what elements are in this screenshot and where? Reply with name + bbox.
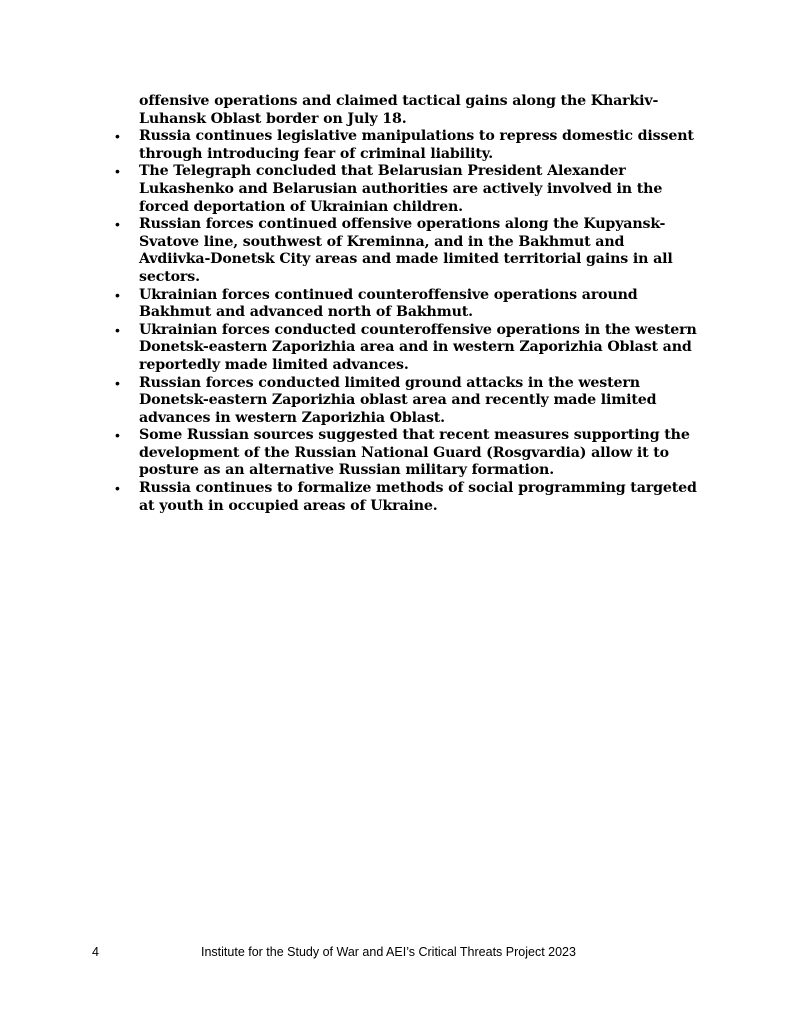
bullet-dot-icon: • [115,216,120,233]
bullet-item-6 [115,374,699,428]
bullet-dot-icon: • [115,321,120,338]
bullet-item-5 [115,321,699,375]
bullet-text-8: Russia continues to formalize methods of social programming targeted at youth in occupied areas of Ukraine. [139,480,697,514]
key-takeaways-content [115,93,699,515]
bullet-text-1: Russia continues legislative manipulations to repress domestic dissent through introducing fear of criminal liability. [139,128,694,162]
bullet-text-5: Ukrainian forces conducted counteroffensive operations in the western Donetsk-eastern Zaporizhia area and in western Zaporizhia Oblast and reportedly made limited advances. [139,321,697,373]
bullet-text-4: Ukrainian forces continued counteroffensive operations around Bakhmut and advanced north of Bakhmut. [139,286,638,321]
bullet-item-8 [115,480,699,515]
bullet-text-7: Some Russian sources suggested that recent measures supporting the development of the Russian National Guard (Rosgvardia) allow it to posture as an alternative Russian military formation. [139,427,690,479]
bullet-dot-icon: • [115,480,120,497]
bullet-dot-icon: • [115,374,120,391]
bullet-dot-icon: • [115,427,120,444]
bullet-text-6: Russian forces conducted limited ground attacks in the western Donetsk-eastern Zaporizhia oblast area and recently made limited advances in western Zaporizhia Oblast. [139,374,657,426]
bullet-item-4 [115,286,699,322]
footer-text: Institute for the Study of War and AEI’s Critical Threats Project 2023 [201,945,576,959]
bullet-list [115,128,699,515]
bullet-dot-icon: • [115,163,120,180]
bullet-dot-icon: • [115,286,120,303]
bullet-item-2 [115,163,699,216]
continuation-paragraph: offensive operations and claimed tactical gains along the Kharkiv-Luhansk Oblast border on July 18. [139,93,659,127]
bullet-text-2: The Telegraph concluded that Belarusian President Alexander Lukashenko and Belarusian authorities are actively involved in the forced deportation of Ukrainian children. [139,163,663,215]
bullet-text-3: Russian forces continued offensive operations along the Kupyansk-Svatove line, southwest of Kreminna, and in the Bakhmut and Avdiivka-Donetsk City areas and made limited territorial gains in all sectors. [139,216,673,285]
bullet-item-7 [115,427,699,480]
bullet-item-1 [115,128,699,163]
bullet-dot-icon: • [115,128,120,145]
bullet-item-3 [115,216,699,286]
page-number: 4 [92,945,99,959]
